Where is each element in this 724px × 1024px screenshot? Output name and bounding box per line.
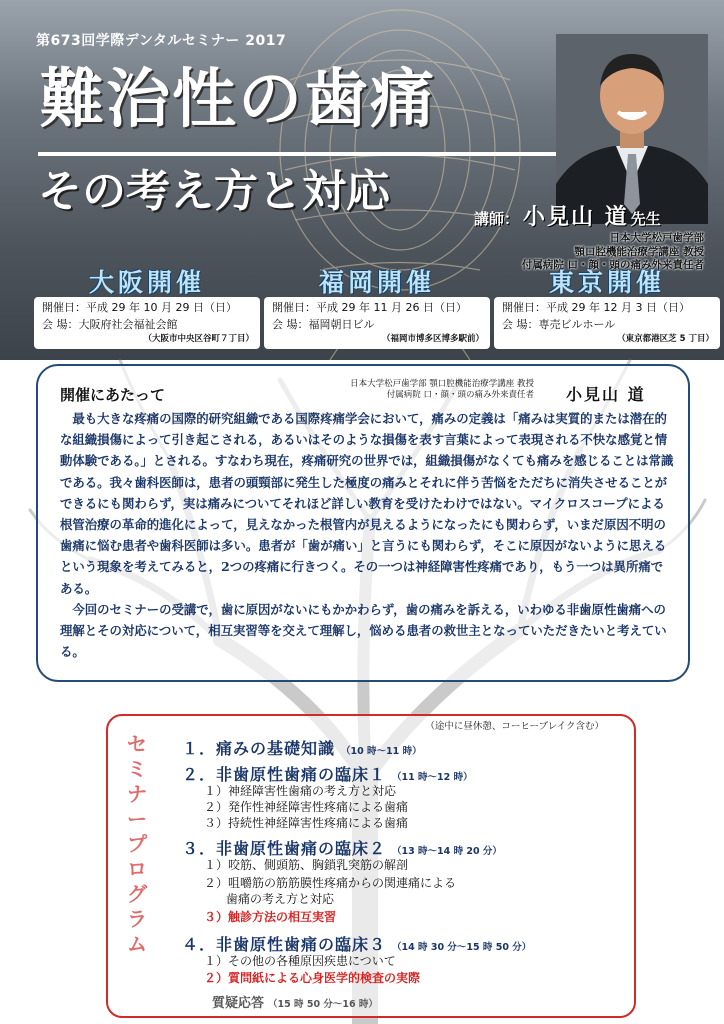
vertical-char: セ: [127, 732, 147, 756]
vertical-char: ラ: [127, 907, 147, 931]
program-vertical-label: [126, 732, 148, 957]
session-time: （14 時 30 分～15 時 50 分）: [392, 942, 532, 953]
intro-section: [36, 364, 690, 682]
venue-fukuoka: [264, 270, 490, 349]
program-session: [182, 762, 473, 785]
venue-place: 福岡朝日ビル: [308, 317, 375, 331]
session-time: （13 時～14 時 20 分）: [392, 846, 502, 857]
session-title: ２．非歯原性歯痛の臨床１: [182, 765, 387, 784]
place-label: 会 場：: [42, 317, 79, 331]
intro-paragraph: 今回のセミナーの受講で，歯に原因がないにもかかわらず，歯の痛みを訴える，いわゆる非歯原性歯痛への理解とその対応について，相互実習等を交えて理解し，悩める患者の救世主となっていただきたいと考えている。: [60, 601, 667, 660]
affiliation-line: 日本大学松戸歯学部: [609, 232, 704, 244]
title-underline: [38, 152, 586, 156]
program-session: [182, 736, 422, 759]
affiliation-line: 付属病院 口・顔・頭の痛み外来責任者: [521, 259, 704, 272]
session-item: ２）咀嚼筋の筋筋膜性疼痛からの関連痛による: [204, 876, 457, 890]
page-title: 難治性の歯痛: [40, 63, 436, 137]
venue-address: （東京都港区芝 5 丁目）: [617, 334, 714, 344]
date-label: 開催日：: [272, 301, 316, 314]
vertical-char: ミ: [127, 757, 147, 781]
venue-title: 福岡開催: [318, 268, 435, 297]
vertical-char: ロ: [127, 857, 147, 881]
program-session: [182, 932, 531, 955]
vertical-char: ー: [127, 807, 147, 831]
session-item: ２）発作性神経障害性疼痛による歯痛: [204, 800, 409, 814]
vertical-char: グ: [127, 882, 147, 906]
session-item-highlight: ２）質問紙による心身医学的検査の実際: [204, 971, 421, 985]
seminar-program: [106, 714, 636, 1018]
session-title: １．痛みの基礎知識: [182, 739, 336, 758]
session-title: ４．非歯原性歯痛の臨床３: [182, 935, 387, 954]
lecturer-name: 小見山 道: [523, 205, 629, 230]
venue-tokyo: [494, 270, 720, 349]
place-label: 会 場：: [502, 317, 539, 331]
intro-body: [60, 408, 674, 662]
vertical-char: プ: [127, 832, 147, 856]
session-item: 歯痛の考え方と対応: [226, 892, 335, 906]
session-item-highlight: ３）触診方法の相互実習: [204, 910, 337, 924]
vertical-char: ナ: [127, 782, 147, 806]
qa-session: [212, 992, 378, 1011]
venue-title: 東京開催: [548, 268, 665, 297]
lecturer-affiliation: [522, 232, 704, 273]
intro-author: 小見山 道: [566, 385, 646, 404]
qa-time: （15 時 50 分～16 時）: [268, 999, 378, 1010]
page-subtitle: その考え方と対応: [38, 166, 390, 217]
affiliation-line: 顎口腔機能治療学講座 教授: [574, 245, 704, 258]
venue-place: 大阪府社会福祉会館: [78, 317, 178, 331]
lecturer-photo: [556, 34, 708, 224]
affiliation-line: 日本大学松戸歯学部 顎口腔機能治療学講座 教授: [350, 379, 534, 389]
intro-paragraph: 最も大きな疼痛の国際的研究組織である国際疼痛学会において，痛みの定義は「痛みは実質的または潜在的な組織損傷によって引き起こされる，あるいはそのような損傷を表す言葉によって表現される不快な感覚と情動体験である。」とされる。すなわち現在，疼痛研究の世界では，組織損傷がなくても痛みを感じることは常識である。我々歯科医師は，患者の頭頸部に発生した極度の痛みとそれに伴う苦悩をただちに消失させることができるにも関わらず，実は痛みについてそれほど詳しい教育を受けたわけではない。マイクロスコープによる根管治療の革命的進化によって，見えなかった根管内が見えるようになったにも関わらず，いまだ原因不明の歯痛に悩む患者や歯科医師は多い。患者が「歯が痛い」と言うにも関わらず，そこに原因がないように思えるという現象を考えてみると，2つの疼痛に行きつく。その一つは神経障害性疼痛であり，もう一つは異所痛である。: [60, 411, 674, 596]
session-item: １）咬筋、側頭筋、胸鎖乳突筋の解剖: [204, 858, 409, 872]
venue-title: 大阪開催: [88, 268, 205, 297]
date-label: 開催日：: [502, 301, 546, 314]
venue-date: 平成 29 年 10 月 29 日（日）: [86, 301, 237, 314]
vertical-char: ム: [127, 932, 147, 956]
session-time: （11 時～12 時）: [392, 772, 473, 783]
intro-heading: 開催にあたって: [60, 386, 166, 404]
session-time: （10 時～11 時）: [341, 746, 422, 757]
venue-address: （大阪市中央区谷町７丁目）: [143, 334, 254, 344]
venue-place: 専売ビルホール: [538, 317, 616, 331]
session-item: １）その他の各種原因疾患について: [204, 954, 396, 968]
venue-date: 平成 29 年 11 月 26 日（日）: [316, 301, 467, 314]
venue-osaka: [34, 270, 260, 349]
lecturer-role: 講師：: [474, 210, 520, 228]
place-label: 会 場：: [272, 317, 309, 331]
date-label: 開催日：: [42, 301, 86, 314]
lecturer-line: [474, 200, 661, 231]
lecturer-honorific: 先生: [630, 210, 661, 228]
venue-date: 平成 29 年 12 月 3 日（日）: [546, 301, 690, 314]
qa-title: 質疑応答: [212, 996, 265, 1011]
program-session: [182, 836, 502, 859]
session-item: １）神経障害性歯痛の考え方と対応: [204, 784, 397, 798]
program-note: （途中に昼休憩、コーヒーブレイク含む）: [425, 721, 604, 732]
header-banner: [0, 0, 724, 360]
session-title: ３．非歯原性歯痛の臨床２: [182, 839, 387, 858]
intro-affiliation: [324, 379, 534, 401]
seminar-number: 第673回学際デンタルセミナー 2017: [36, 33, 287, 49]
session-item: ３）持続性神経障害性疼痛による歯痛: [204, 816, 409, 830]
affiliation-line: 付属病院 口・顔・頭の痛み外来責任者: [386, 390, 534, 401]
venue-address: （福岡市博多区博多駅前）: [381, 334, 484, 344]
